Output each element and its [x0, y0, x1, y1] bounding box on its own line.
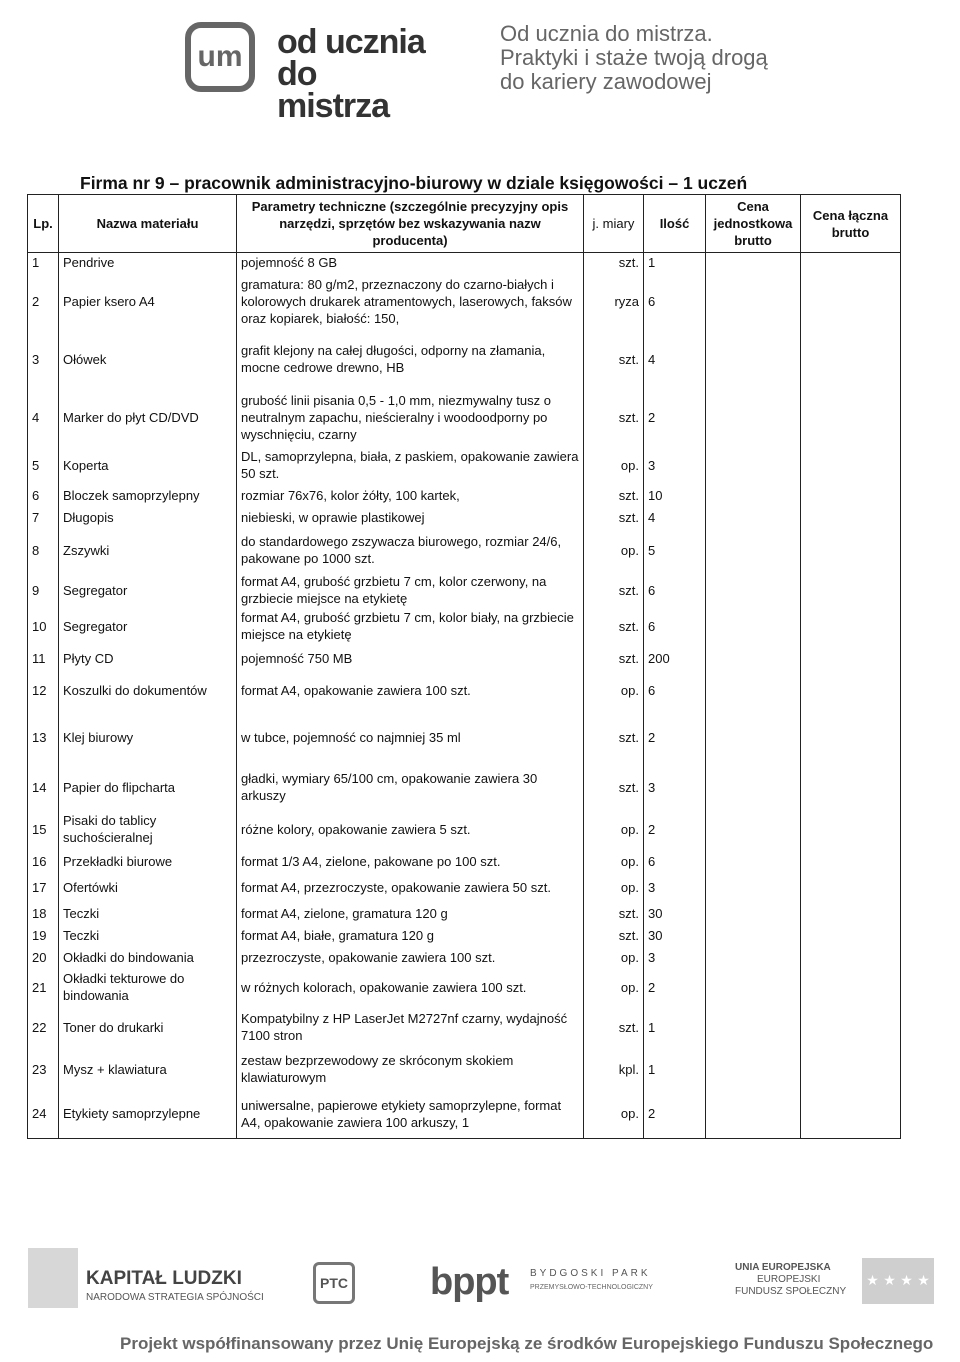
cell-unit-price: [706, 388, 801, 446]
cell-unit: op.: [584, 1090, 644, 1138]
cell-lp: 6: [28, 484, 59, 506]
cell-unit: szt.: [584, 388, 644, 446]
cell-unit-price: [706, 1090, 801, 1138]
cell-unit: kpl.: [584, 1048, 644, 1090]
cell-unit-price: [706, 506, 801, 528]
kapital-ludzki-logo: [28, 1248, 268, 1308]
cell-unit-price: [706, 968, 801, 1006]
cell-name: Mysz + klawiatura: [59, 1048, 237, 1090]
cell-params: do standardowego zszywacza biurowego, rozmiar 24/6, pakowane po 1000 szt.: [237, 528, 584, 572]
header-unit-price: Cena jednostkowa brutto: [706, 195, 801, 253]
cell-total-price: [801, 253, 901, 273]
table-row: [28, 484, 901, 506]
logo-mark-icon: um: [185, 22, 255, 92]
cell-lp: 8: [28, 528, 59, 572]
cell-total-price: [801, 968, 901, 1006]
cell-total-price: [801, 872, 901, 902]
cell-unit-price: [706, 872, 801, 902]
cell-qty: 2: [644, 1090, 706, 1138]
cell-name: Okładki tekturowe do bindowania: [59, 968, 237, 1006]
cell-name: Teczki: [59, 924, 237, 946]
tagline-line-1: Od ucznia do mistrza.: [500, 21, 713, 46]
tagline-line-2: Praktyki i staże twoją drogą: [500, 45, 768, 70]
cell-params: Kompatybilny z HP LaserJet M2727nf czarny, wydajność 7100 stron: [237, 1006, 584, 1048]
table-row: [28, 506, 901, 528]
cell-unit: szt.: [584, 330, 644, 388]
table-row: [28, 1090, 901, 1138]
table-row: [28, 766, 901, 808]
cell-unit: szt.: [584, 902, 644, 924]
cell-unit: op.: [584, 850, 644, 872]
cell-name: Ofertówki: [59, 872, 237, 902]
cell-lp: 17: [28, 872, 59, 902]
cell-name: Segregator: [59, 572, 237, 608]
cell-lp: 11: [28, 644, 59, 672]
cell-unit-price: [706, 644, 801, 672]
cell-lp: 16: [28, 850, 59, 872]
cell-params: format A4, grubość grzbietu 7 cm, kolor biały, na grzbiecie miejsce na etykietę: [237, 608, 584, 644]
table-body: [28, 253, 901, 1139]
cell-unit-price: [706, 924, 801, 946]
cell-lp: 19: [28, 924, 59, 946]
cell-qty: 4: [644, 330, 706, 388]
cell-name: Klej biurowy: [59, 708, 237, 766]
bppt-line-1: BYDGOSKI PARK: [530, 1268, 651, 1279]
table-row: [28, 644, 901, 672]
bppt-line-2: PRZEMYSŁOWO-TECHNOLOGICZNY: [530, 1284, 653, 1291]
cell-lp: 24: [28, 1090, 59, 1138]
cell-name: Bloczek samoprzylepny: [59, 484, 237, 506]
cell-total-price: [801, 1006, 901, 1048]
cell-lp: 12: [28, 672, 59, 708]
cell-total-price: [801, 850, 901, 872]
cell-lp: 13: [28, 708, 59, 766]
cell-qty: 10: [644, 484, 706, 506]
cell-name: Ołówek: [59, 330, 237, 388]
table-row: [28, 330, 901, 388]
cell-total-price: [801, 644, 901, 672]
logo-line-1: od ucznia: [277, 23, 425, 61]
cell-lp: 10: [28, 608, 59, 644]
cell-total-price: [801, 708, 901, 766]
cell-total-price: [801, 446, 901, 484]
cell-unit: szt.: [584, 608, 644, 644]
cell-unit-price: [706, 608, 801, 644]
cell-qty: 6: [644, 672, 706, 708]
cell-unit-price: [706, 1006, 801, 1048]
cell-params: rozmiar 76x76, kolor żółty, 100 kartek,: [237, 484, 584, 506]
cell-qty: 30: [644, 924, 706, 946]
cell-name: Przekładki biurowe: [59, 850, 237, 872]
cell-name: Papier do flipcharta: [59, 766, 237, 808]
cell-qty: 3: [644, 766, 706, 808]
cell-unit: szt.: [584, 766, 644, 808]
cell-qty: 200: [644, 644, 706, 672]
cell-unit-price: [706, 572, 801, 608]
cell-unit: op.: [584, 528, 644, 572]
cell-name: Pisaki do tablicy suchościeralnej: [59, 808, 237, 850]
cell-total-price: [801, 528, 901, 572]
ue-line-1: UNIA EUROPEJSKA: [735, 1262, 831, 1273]
cell-lp: 15: [28, 808, 59, 850]
materials-table: [27, 194, 901, 1139]
cell-unit: szt.: [584, 644, 644, 672]
cell-unit: op.: [584, 968, 644, 1006]
cell-params: format A4, przezroczyste, opakowanie zawiera 50 szt.: [237, 872, 584, 902]
cell-params: format A4, grubość grzbietu 7 cm, kolor czerwony, na grzbiecie miejsce na etykietę: [237, 572, 584, 608]
table-row: [28, 253, 901, 273]
table-row: [28, 528, 901, 572]
cell-params: przezroczyste, opakowanie zawiera 100 szt.: [237, 946, 584, 968]
cell-total-price: [801, 388, 901, 446]
cell-name: Koperta: [59, 446, 237, 484]
cell-qty: 6: [644, 608, 706, 644]
cell-total-price: [801, 808, 901, 850]
cell-qty: 1: [644, 1006, 706, 1048]
eu-stars-icon: ★ ★ ★ ★: [866, 1273, 930, 1289]
cell-params: gładki, wymiary 65/100 cm, opakowanie zawiera 30 arkuszy: [237, 766, 584, 808]
cell-qty: 5: [644, 528, 706, 572]
cell-unit-price: [706, 1048, 801, 1090]
cell-name: Etykiety samoprzylepne: [59, 1090, 237, 1138]
cell-name: Segregator: [59, 608, 237, 644]
header-qty: Ilość: [644, 195, 706, 253]
funding-statement: Projekt współfinansowany przez Unię Europejską ze środków Europejskiego Funduszu Społecznego: [120, 1334, 934, 1353]
table-row: [28, 808, 901, 850]
cell-unit: szt.: [584, 708, 644, 766]
cell-unit-price: [706, 902, 801, 924]
ptc-logo: PTC: [313, 1262, 355, 1304]
eu-flag-icon: [862, 1258, 934, 1304]
cell-lp: 5: [28, 446, 59, 484]
cell-name: Długopis: [59, 506, 237, 528]
table-row: [28, 446, 901, 484]
cell-qty: 1: [644, 1048, 706, 1090]
table-row: [28, 572, 901, 608]
cell-total-price: [801, 608, 901, 644]
table-row: [28, 1006, 901, 1048]
header-unit: j. miary: [584, 195, 644, 253]
cell-unit-price: [706, 446, 801, 484]
cell-unit: ryza: [584, 272, 644, 330]
cell-params: grafit klejony na całej długości, odporny na złamania, mocne cedrowe drewno, HB: [237, 330, 584, 388]
cell-unit: op.: [584, 446, 644, 484]
tagline-line-3: do kariery zawodowej: [500, 69, 712, 94]
cell-unit-price: [706, 708, 801, 766]
cell-qty: 3: [644, 872, 706, 902]
cell-unit: op.: [584, 946, 644, 968]
cell-name: Pendrive: [59, 253, 237, 273]
cell-total-price: [801, 672, 901, 708]
cell-unit: szt.: [584, 484, 644, 506]
cell-lp: 7: [28, 506, 59, 528]
cell-total-price: [801, 924, 901, 946]
bppt-wordmark: bppt: [430, 1261, 509, 1303]
logo-line-2: do mistrza: [277, 55, 390, 125]
table-row: [28, 672, 901, 708]
cell-qty: 3: [644, 946, 706, 968]
cell-unit-price: [706, 946, 801, 968]
cell-lp: 14: [28, 766, 59, 808]
table-row: [28, 850, 901, 872]
table-row: [28, 968, 901, 1006]
ue-line-2: EUROPEJSKI: [757, 1274, 821, 1285]
kapital-ludzki-subtitle: NARODOWA STRATEGIA SPÓJNOŚCI: [86, 1292, 264, 1303]
header-params: Parametry techniczne (szczególnie precyzyjny opis narzędzi, sprzętów bez wskazywania nazw producenta): [237, 195, 584, 253]
cell-unit-price: [706, 484, 801, 506]
cell-name: Papier ksero A4: [59, 272, 237, 330]
cell-params: uniwersalne, papierowe etykiety samoprzylepne, format A4, opakowanie zawiera 100 arkuszy, 1: [237, 1090, 584, 1138]
cell-params: zestaw bezprzewodowy ze skróconym skokiem klawiaturowym: [237, 1048, 584, 1090]
cell-params: gramatura: 80 g/m2, przeznaczony do czarno-białych i kolorowych drukarek atramentowych, laserowych, faksów oraz kopiarek, białość: 150,: [237, 272, 584, 330]
cell-total-price: [801, 330, 901, 388]
cell-params: w tubce, pojemność co najmniej 35 ml: [237, 708, 584, 766]
cell-total-price: [801, 1048, 901, 1090]
cell-total-price: [801, 1090, 901, 1138]
cell-total-price: [801, 272, 901, 330]
cell-qty: 2: [644, 808, 706, 850]
table-row: [28, 902, 901, 924]
cell-unit-price: [706, 766, 801, 808]
cell-params: w różnych kolorach, opakowanie zawiera 100 szt.: [237, 968, 584, 1006]
cell-unit: szt.: [584, 572, 644, 608]
logo-wordmark: [277, 23, 435, 125]
cell-unit-price: [706, 253, 801, 273]
cell-unit: op.: [584, 672, 644, 708]
cell-params: format A4, opakowanie zawiera 100 szt.: [237, 672, 584, 708]
cell-unit: szt.: [584, 924, 644, 946]
cell-name: Zszywki: [59, 528, 237, 572]
cell-params: grubość linii pisania 0,5 - 1,0 mm, niezmywalny tusz o neutralnym zapachu, nieścieralny i woodoodporny po wyschnięciu, czarny: [237, 388, 584, 446]
cell-unit: szt.: [584, 506, 644, 528]
cell-qty: 2: [644, 968, 706, 1006]
cell-qty: 6: [644, 850, 706, 872]
cell-lp: 4: [28, 388, 59, 446]
table-row: [28, 1048, 901, 1090]
cell-params: DL, samoprzylepna, biała, z paskiem, opakowanie zawiera 50 szt.: [237, 446, 584, 484]
table-row: [28, 872, 901, 902]
cell-lp: 9: [28, 572, 59, 608]
cell-lp: 22: [28, 1006, 59, 1048]
cell-total-price: [801, 766, 901, 808]
table-row: [28, 388, 901, 446]
cell-params: różne kolory, opakowanie zawiera 5 szt.: [237, 808, 584, 850]
cell-qty: 2: [644, 388, 706, 446]
cell-qty: 6: [644, 272, 706, 330]
cell-total-price: [801, 506, 901, 528]
table-row: [28, 272, 901, 330]
project-logo: [185, 20, 435, 125]
cell-qty: 6: [644, 572, 706, 608]
cell-name: Toner do drukarki: [59, 1006, 237, 1048]
cell-qty: 30: [644, 902, 706, 924]
cell-params: format 1/3 A4, zielone, pakowane po 100 szt.: [237, 850, 584, 872]
cell-qty: 2: [644, 708, 706, 766]
cell-name: Koszulki do dokumentów: [59, 672, 237, 708]
cell-unit-price: [706, 850, 801, 872]
cell-params: pojemność 8 GB: [237, 253, 584, 273]
cell-unit-price: [706, 330, 801, 388]
cell-lp: 20: [28, 946, 59, 968]
cell-params: format A4, białe, gramatura 120 g: [237, 924, 584, 946]
cell-unit-price: [706, 808, 801, 850]
project-tagline: [500, 22, 768, 94]
cell-name: Płyty CD: [59, 644, 237, 672]
cell-unit-price: [706, 528, 801, 572]
cell-unit-price: [706, 272, 801, 330]
cell-lp: 2: [28, 272, 59, 330]
cell-unit: op.: [584, 808, 644, 850]
cell-qty: 3: [644, 446, 706, 484]
ue-line-3: FUNDUSZ SPOŁECZNY: [735, 1286, 847, 1297]
cell-name: Marker do płyt CD/DVD: [59, 388, 237, 446]
cell-unit-price: [706, 672, 801, 708]
table-row: [28, 946, 901, 968]
cell-params: niebieski, w oprawie plastikowej: [237, 506, 584, 528]
cell-name: Okładki do bindowania: [59, 946, 237, 968]
cell-lp: 1: [28, 253, 59, 273]
cell-unit: szt.: [584, 253, 644, 273]
header-total-price: Cena łączna brutto: [801, 195, 901, 253]
header-lp: Lp.: [28, 195, 59, 253]
cell-lp: 3: [28, 330, 59, 388]
cell-unit: op.: [584, 872, 644, 902]
table-row: [28, 608, 901, 644]
kapital-ludzki-flag-icon: [28, 1248, 78, 1308]
table-header-row: [28, 195, 901, 253]
document-title: Firma nr 9 – pracownik administracyjno-biurowy w dziale księgowości – 1 uczeń: [80, 173, 748, 193]
cell-lp: 23: [28, 1048, 59, 1090]
header-name: Nazwa materiału: [59, 195, 237, 253]
cell-total-price: [801, 484, 901, 506]
cell-total-price: [801, 902, 901, 924]
table-row: [28, 924, 901, 946]
cell-name: Teczki: [59, 902, 237, 924]
cell-params: format A4, zielone, gramatura 120 g: [237, 902, 584, 924]
cell-qty: 4: [644, 506, 706, 528]
cell-total-price: [801, 572, 901, 608]
kapital-ludzki-title: KAPITAŁ LUDZKI: [86, 1268, 242, 1289]
cell-params: pojemność 750 MB: [237, 644, 584, 672]
cell-unit: szt.: [584, 1006, 644, 1048]
table-row: [28, 708, 901, 766]
bppt-logo: [430, 1261, 653, 1303]
cell-lp: 21: [28, 968, 59, 1006]
cell-total-price: [801, 946, 901, 968]
cell-qty: 1: [644, 253, 706, 273]
eu-text-logo: [735, 1262, 846, 1298]
cell-lp: 18: [28, 902, 59, 924]
